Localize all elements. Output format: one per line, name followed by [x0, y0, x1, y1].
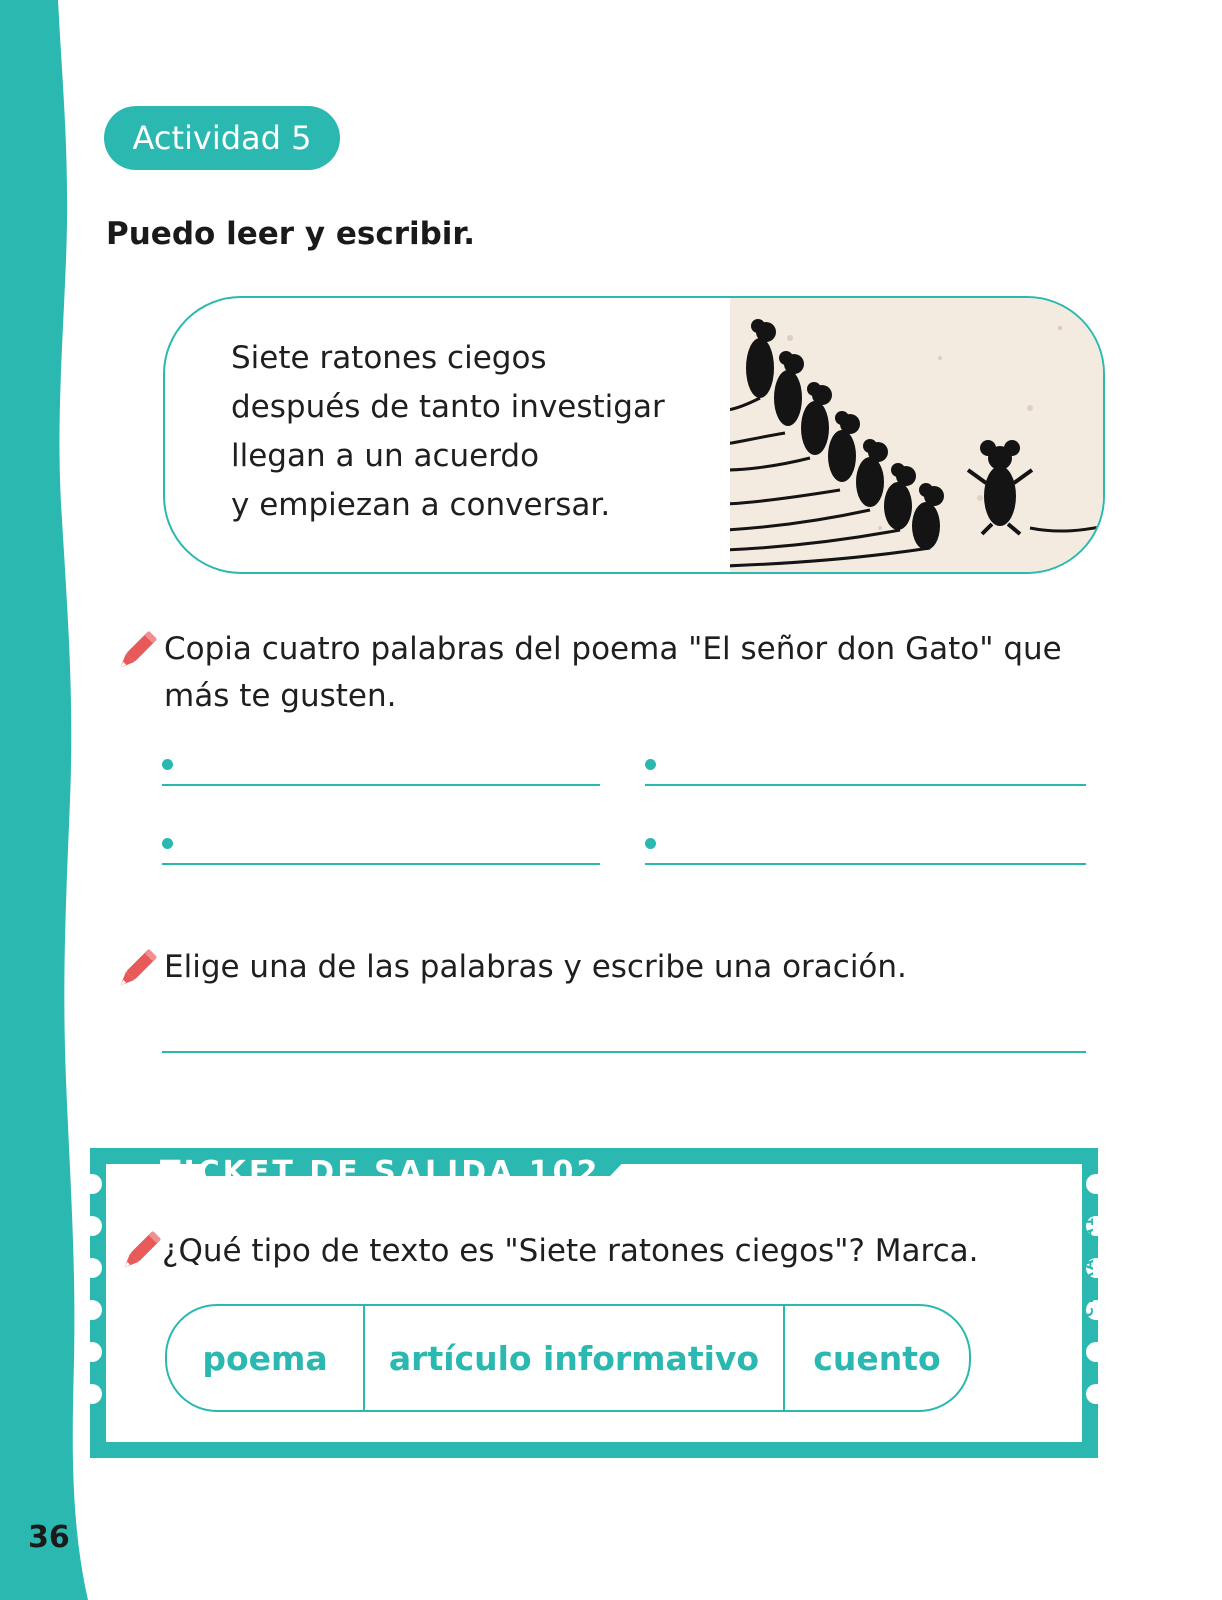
poem-line: Siete ratones ciegos [231, 340, 547, 376]
answer-line-2[interactable] [645, 784, 1086, 786]
option-articulo-informativo[interactable]: artículo informativo [363, 1306, 783, 1410]
poem-text [231, 334, 665, 530]
answer-line-3[interactable] [162, 863, 600, 865]
activity-badge: Actividad 5 [104, 106, 340, 170]
ticket-side-label: LECTURA OA1 [1082, 1215, 1097, 1338]
ticket-question [118, 1228, 978, 1275]
page-number: 36 [28, 1520, 70, 1555]
ticket-question-text: ¿Qué tipo de texto es "Siete ratones ciegos"? Marca. [162, 1233, 979, 1269]
pencil-icon [114, 948, 158, 992]
bullet [162, 838, 173, 849]
bullet [645, 759, 656, 770]
text-type-options [165, 1304, 971, 1412]
exercise2-text: Elige una de las palabras y escribe una oración. [164, 949, 907, 985]
poem-line: llegan a un acuerdo [231, 438, 540, 474]
answer-line-1[interactable] [162, 784, 600, 786]
poem-box [163, 296, 1105, 574]
pencil-icon [114, 630, 158, 674]
poem-line: después de tanto investigar [231, 389, 665, 425]
option-poema[interactable]: poema [202, 1338, 328, 1378]
bullet [645, 838, 656, 849]
page-title: Puedo leer y escribir. [106, 216, 476, 252]
poem-line: y empiezan a conversar. [231, 487, 611, 523]
exercise1-instruction [114, 626, 1062, 720]
exercise1-line2: más te gusten. [164, 678, 397, 714]
exercise1-line1: Copia cuatro palabras del poema "El señor don Gato" que [164, 631, 1062, 667]
mice-illustration [730, 298, 1105, 572]
bullet [162, 759, 173, 770]
option-cuento[interactable]: cuento [783, 1306, 969, 1410]
pencil-icon [118, 1230, 162, 1274]
answer-line-4[interactable] [645, 863, 1086, 865]
exercise2-instruction [114, 944, 907, 991]
ticket-title: TICKET DE SALIDA 102 [160, 1155, 601, 1190]
sentence-answer-line[interactable] [162, 1051, 1086, 1053]
